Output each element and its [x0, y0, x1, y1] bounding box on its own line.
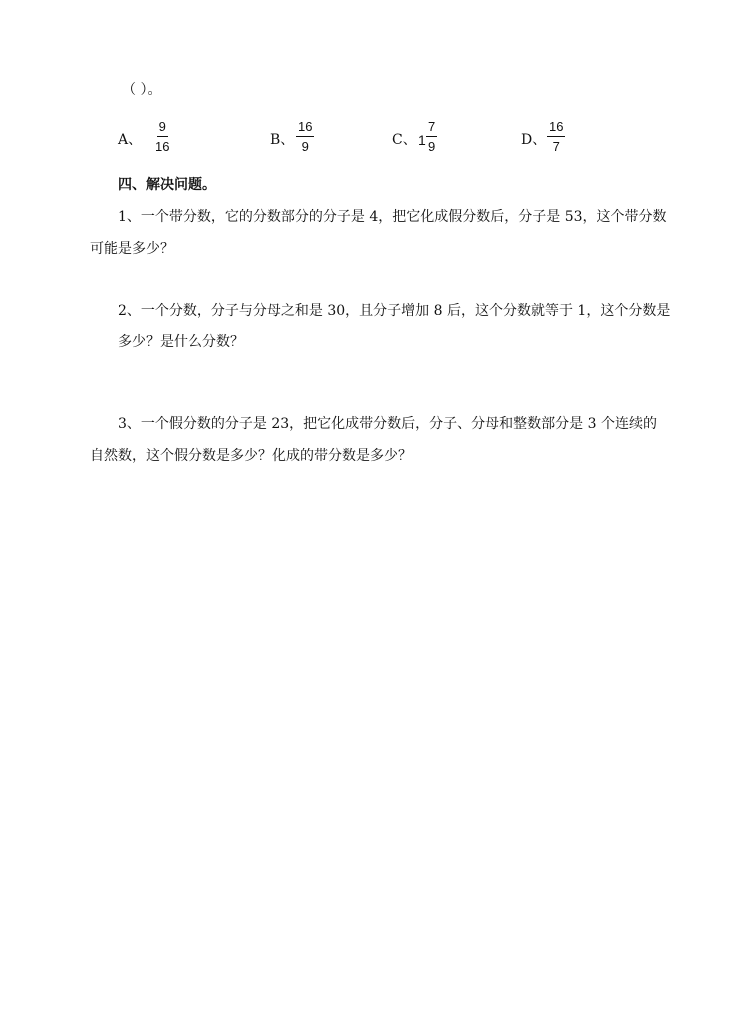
- question-1-line-1: 1、一个带分数，它的分数部分的分子是 4，把它化成假分数后，分子是 53，这个带分数: [118, 209, 667, 225]
- option-b-label: B、: [270, 132, 295, 148]
- option-d-fraction: [547, 119, 565, 154]
- option-b-denominator: 9: [301, 139, 309, 154]
- option-b-fraction: [296, 119, 314, 154]
- option-a-label: A、: [118, 132, 143, 148]
- option-a-denominator: 16: [155, 139, 170, 154]
- question-3-line-1: 3、一个假分数的分子是 23，把它化成带分数后，分子、分母和整数部分是 3 个连续的: [118, 416, 657, 432]
- question-1-line-2: 可能是多少？: [90, 241, 174, 257]
- option-a-fraction: [153, 119, 171, 154]
- option-c-label: C、: [392, 132, 417, 148]
- section-heading: 四、解决问题。: [118, 177, 216, 193]
- option-d-label: D、: [521, 132, 547, 148]
- option-d-numerator: 16: [547, 119, 565, 137]
- question-2-line-2: 多少？是什么分数？: [118, 334, 244, 350]
- option-c-fraction: [426, 119, 437, 154]
- answer-blank: （ ）。: [122, 82, 162, 98]
- question-2-line-1: 2、一个分数，分子与分母之和是 30，且分子增加 8 后，这个分数就等于 1，这个分数是: [118, 303, 671, 319]
- question-3-line-2: 自然数，这个假分数是多少？化成的带分数是多少？: [90, 448, 412, 464]
- option-c-whole: 1: [418, 132, 426, 148]
- option-d-denominator: 7: [552, 139, 560, 154]
- option-a-numerator: 9: [157, 119, 168, 137]
- option-c-numerator: 7: [426, 119, 437, 137]
- option-b-numerator: 16: [296, 119, 314, 137]
- option-c-denominator: 9: [428, 139, 436, 154]
